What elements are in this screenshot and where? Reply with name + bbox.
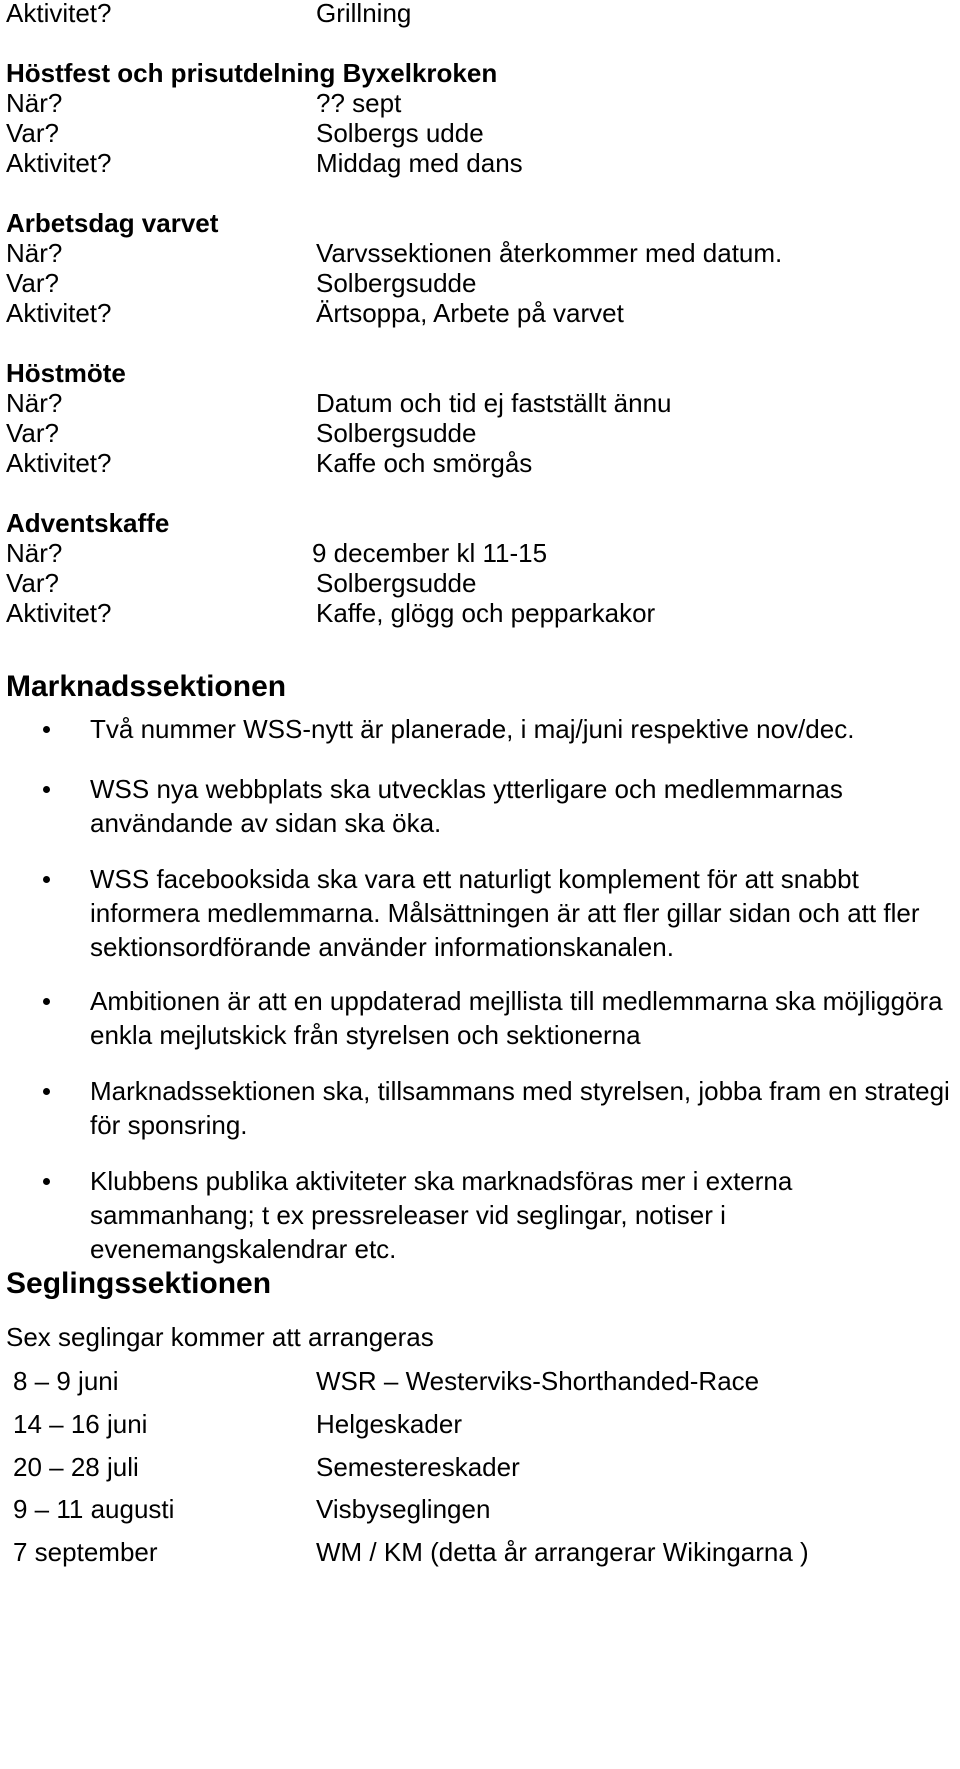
row-value: Kaffe, glögg och pepparkakor <box>316 598 656 628</box>
bullet-text: Två nummer WSS-nytt är planerade, i maj/juni respektive nov/dec. <box>90 714 855 744</box>
row-label: När? <box>6 538 63 568</box>
row-label: Aktivitet? <box>6 148 112 178</box>
row-value: Solbergsudde <box>316 568 477 598</box>
row-label: När? <box>6 88 63 118</box>
row-label: Aktivitet? <box>6 0 112 28</box>
race-date: 8 – 9 juni <box>13 1366 119 1396</box>
row-label: Aktivitet? <box>6 598 112 628</box>
row-label: Var? <box>6 418 59 448</box>
row-label: När? <box>6 388 63 418</box>
bullet-text: Klubbens publika aktiviteter ska marknadsföras mer i externa sammanhang; t ex pressreleaser vid seglingar, notiser i evenemangskalendrar etc. <box>90 1166 793 1264</box>
section-heading-segling: Seglingssektionen <box>6 1267 272 1300</box>
row-label: Var? <box>6 118 59 148</box>
bullet-dot-icon <box>43 998 50 1005</box>
row-label: Var? <box>6 568 59 598</box>
section-heading-marknad: Marknadssektionen <box>6 670 287 703</box>
race-name: Visbyseglingen <box>316 1494 491 1524</box>
race-date: 14 – 16 juni <box>13 1409 148 1439</box>
row-value: Kaffe och smörgås <box>316 448 533 478</box>
row-value: 9 december kl 11-15 <box>312 538 548 568</box>
race-name: WSR – Westerviks-Shorthanded-Race <box>316 1366 760 1396</box>
row-value: Solbergs udde <box>316 118 484 148</box>
event-title: Höstmöte <box>6 358 126 388</box>
bullet-text: Ambitionen är att en uppdaterad mejllista till medlemmarna ska möjliggöra enkla mejlutskick från styrelsen och sektionerna <box>90 986 943 1050</box>
bullet-text: Marknadssektionen ska, tillsammans med styrelsen, jobba fram en strategi för sponsring. <box>90 1076 950 1140</box>
row-value: Grillning <box>316 0 412 28</box>
race-name: Semestereskader <box>316 1452 520 1482</box>
row-value: Varvssektionen återkommer med datum. <box>316 238 783 268</box>
row-label: Aktivitet? <box>6 298 112 328</box>
row-value: Middag med dans <box>316 148 523 178</box>
row-label: När? <box>6 238 63 268</box>
race-date: 20 – 28 juli <box>13 1452 139 1482</box>
bullet-dot-icon <box>43 786 50 793</box>
bullet-dot-icon <box>43 876 50 883</box>
row-value: ?? sept <box>316 88 402 118</box>
bullet-dot-icon <box>43 726 50 733</box>
row-value: Ärtsoppa, Arbete på varvet <box>316 298 624 328</box>
row-label: Var? <box>6 268 59 298</box>
row-label: Aktivitet? <box>6 448 112 478</box>
row-value: Solbergsudde <box>316 418 477 448</box>
race-name: WM / KM (detta år arrangerar Wikingarna ) <box>316 1537 809 1567</box>
row-value: Datum och tid ej fastställt ännu <box>316 388 672 418</box>
event-title: Adventskaffe <box>6 508 170 538</box>
event-title: Arbetsdag varvet <box>6 208 219 238</box>
bullet-text: WSS nya webbplats ska utvecklas ytterligare och medlemmarnas användande av sidan ska öka. <box>90 774 843 838</box>
race-date: 9 – 11 augusti <box>13 1494 175 1524</box>
bullet-dot-icon <box>43 1088 50 1095</box>
row-value: Solbergsudde <box>316 268 477 298</box>
bullet-dot-icon <box>43 1178 50 1185</box>
race-name: Helgeskader <box>316 1409 462 1439</box>
bullet-text: WSS facebooksida ska vara ett naturligt komplement för att snabbt informera medlemmarna. Målsättningen är att fler gillar sidan och att fler sektionsordförande använder informationskanalen. <box>90 864 920 962</box>
segling-intro: Sex seglingar kommer att arrangeras <box>6 1322 434 1352</box>
race-date: 7 september <box>13 1537 158 1567</box>
event-title: Höstfest och prisutdelning Byxelkroken <box>6 58 498 88</box>
